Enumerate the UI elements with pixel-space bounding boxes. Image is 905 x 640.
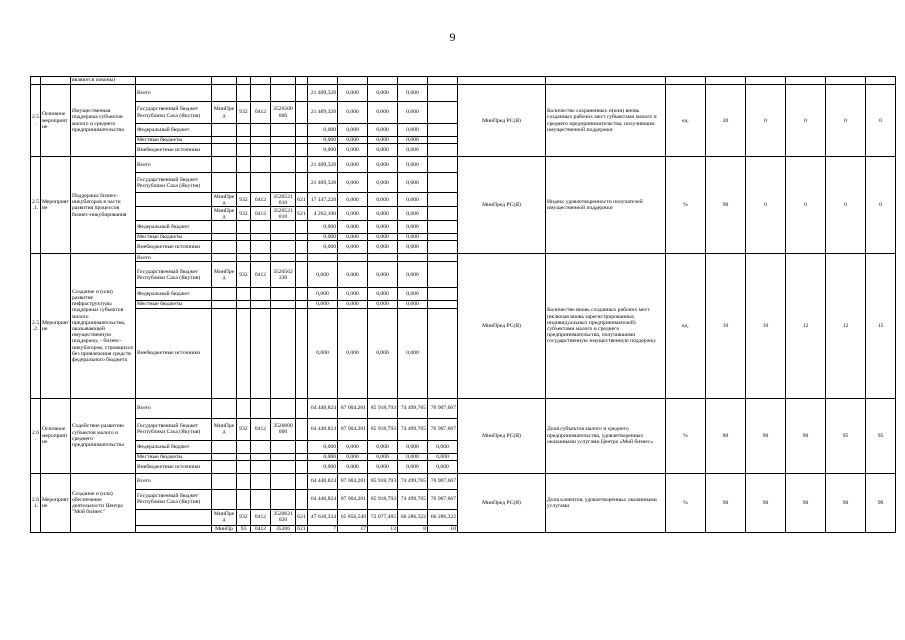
amount-cell: 0,000 — [338, 308, 368, 398]
amount-cell: 0,000 — [338, 124, 368, 137]
table-row — [31, 85, 896, 102]
amount-cell: 0,000 — [368, 137, 398, 144]
amount-cell: 0,000 — [338, 460, 368, 473]
amount-cell: 0,000 — [368, 157, 398, 173]
row-name: Создание и (или) развитие инфраструктуры поддержки субъектов малого предпринимательства, оказывающей имущественную поддержку, - бизнес-инкубаторов, строящихся без привлечения средств федерального бюджета — [71, 254, 136, 398]
amount-cell: 0,000 — [368, 102, 398, 124]
amount-cell: 74 499,765 — [398, 398, 428, 418]
program-table — [30, 76, 896, 533]
table-row — [31, 254, 896, 262]
amount-cell: 21 409,328 — [308, 102, 338, 124]
indicator-value: 90 — [786, 398, 826, 473]
amount-cell: 66 286,322 — [428, 509, 458, 525]
amount-cell: 85 918,793 — [368, 489, 398, 509]
source-cell: Местные бюджеты — [136, 137, 212, 144]
grbs-code: 932 — [237, 262, 251, 288]
expense-code: 621 — [296, 509, 308, 525]
source-cell: Государственный бюджет Республики Саха (Якутия) — [136, 173, 212, 193]
source-cell: Государственный бюджет Республики Саха (Якутия) — [136, 418, 212, 440]
amount-cell: 0,000 — [368, 288, 398, 301]
amount-cell: 74 499,765 — [398, 473, 428, 489]
amount-cell: 0,000 — [308, 241, 338, 254]
amount-cell: 0,000 — [338, 207, 368, 221]
amount-cell: 0,000 — [368, 308, 398, 398]
amount-cell: 0,000 — [338, 234, 368, 241]
amount-cell: 0,000 — [338, 221, 368, 234]
amount-cell: 0,000 — [398, 308, 428, 398]
amount-cell: 0,000 — [338, 102, 368, 124]
amount-cell: 0,000 — [368, 301, 398, 308]
amount-cell: 0,000 — [308, 288, 338, 301]
amount-cell: 65 856,549 — [338, 509, 368, 525]
grbs-code: 93 — [237, 525, 251, 532]
amount-cell: 85 918,793 — [368, 473, 398, 489]
indicator-value: 95 — [826, 398, 866, 473]
source-cell: Государственный бюджет Республики Саха (Якутия) — [136, 102, 212, 124]
amount-cell: 0,000 — [368, 85, 398, 102]
indicator-value: 90 — [746, 398, 786, 473]
amount-cell: 0,000 — [308, 262, 338, 288]
indicator-value: 0 — [746, 85, 786, 157]
executor: МинПред РС(Я) — [458, 398, 546, 473]
admin-code: МинПред — [212, 262, 237, 288]
indicator: Доля субъектов малого и среднего предпринимательства, удовлетворенных оказанными услугами Центра «Мой бизнес» — [546, 398, 666, 473]
grbs-code: 932 — [237, 509, 251, 525]
indicator-value: 95 — [866, 398, 896, 473]
amount-cell: 0,000 — [338, 144, 368, 157]
section-code: 0412 — [251, 193, 271, 207]
source-cell: Местные бюджеты — [136, 453, 212, 460]
amount-cell: 0,000 — [308, 137, 338, 144]
amount-cell: 0,000 — [308, 440, 338, 453]
table-row — [31, 473, 896, 489]
amount-cell: 0,000 — [368, 460, 398, 473]
amount-cell: 0,000 — [308, 234, 338, 241]
executor: МинПред РС(Я) — [458, 473, 546, 532]
source-cell: Внебюджетные источники — [136, 241, 212, 254]
row-name: Поддержка бизнес-инкубаторов в части развития процессов бизнес-инкубирования — [71, 157, 136, 254]
amount-cell: 85 918,793 — [368, 418, 398, 440]
amount-cell: 0,000 — [398, 301, 428, 308]
indicator-value: 0 — [826, 85, 866, 157]
amount-cell: 0,000 — [398, 193, 428, 207]
amount-cell: 64 448,824 — [308, 418, 338, 440]
indicator: Доля клиентов, удовлетворенных оказанными услугами — [546, 473, 666, 532]
expense-code: 621 — [296, 207, 308, 221]
source-cell: Федеральный бюджет — [136, 221, 212, 234]
row-type: Основное мероприятие — [41, 85, 71, 157]
indicator-value: 0 — [746, 157, 786, 254]
indicator-value: 12 — [786, 254, 826, 398]
grbs-code: 932 — [237, 418, 251, 440]
indicator-value: 10 — [706, 254, 746, 398]
amount-cell: 47 618,334 — [308, 509, 338, 525]
source-cell: Местные бюджеты — [136, 234, 212, 241]
amount-cell: 0,000 — [398, 241, 428, 254]
amount-cell: 0,000 — [338, 262, 368, 288]
amount-cell: 0,000 — [398, 460, 428, 473]
source-cell: Всего — [136, 254, 212, 262]
amount-cell: 7 — [308, 525, 338, 532]
source-cell: Федеральный бюджет — [136, 124, 212, 137]
source-cell: Федеральный бюджет — [136, 288, 212, 301]
amount-cell: 87 004,201 — [338, 473, 368, 489]
amount-cell: 64 448,824 — [308, 398, 338, 418]
amount-cell: 0,000 — [398, 440, 428, 453]
source-cell: Государственный бюджет Республики Саха (Якутия) — [136, 489, 212, 509]
admin-code: МинПред — [212, 207, 237, 221]
amount-cell: 0,000 — [398, 262, 428, 288]
amount-cell: 0,000 — [338, 453, 368, 460]
amount-cell: 17 147,228 — [308, 193, 338, 207]
indicator-value: 80 — [706, 398, 746, 473]
amount-cell: 0,000 — [368, 144, 398, 157]
amount-cell: 66 286,322 — [398, 509, 428, 525]
amount-cell: 0,000 — [398, 234, 428, 241]
source-cell: Всего — [136, 85, 212, 102]
admin-code: МинПред — [212, 193, 237, 207]
amount-cell: 0,000 — [368, 234, 398, 241]
amount-cell: 76 907,667 — [428, 473, 458, 489]
amount-cell: 87 004,201 — [338, 418, 368, 440]
amount-cell: 0,000 — [398, 85, 428, 102]
target-code: 3520521010 — [271, 207, 296, 221]
source-cell: Всего — [136, 473, 212, 489]
section-code: 0412 — [251, 525, 271, 532]
amount-cell: 0,000 — [398, 137, 428, 144]
row-name: Имущественная поддержка субъектов малого и среднего предпринимательства — [71, 85, 136, 157]
indicator-value: 10 — [746, 254, 786, 398]
row-type: Мероприятие — [41, 254, 71, 398]
source-cell: Местные бюджеты — [136, 301, 212, 308]
unit: % — [666, 398, 706, 473]
amount-cell: 0,000 — [308, 124, 338, 137]
expense-code: 621 — [297, 525, 306, 532]
row-number: 2.5.1. — [31, 157, 41, 254]
target-code: 3520521010 — [271, 193, 296, 207]
row-name: Содействие развитию субъектов малого и среднего предпринимательства — [71, 398, 136, 473]
section-code: 0412 — [251, 262, 271, 288]
amount-cell: 0,000 — [368, 221, 398, 234]
amount-cell: 0,000 — [368, 173, 398, 193]
amount-cell: 0,000 — [338, 193, 368, 207]
amount-cell: 0,000 — [308, 460, 338, 473]
amount-cell: 0,000 — [368, 207, 398, 221]
source-cell: Внебюджетные источники — [136, 308, 212, 398]
row-type: Мероприятие — [41, 473, 71, 532]
amount-cell: 0,000 — [428, 440, 458, 453]
amount-cell: 0,000 — [398, 453, 428, 460]
amount-cell: 76 907,667 — [428, 489, 458, 509]
admin-code: МинПред — [212, 509, 237, 525]
amount-cell: 0,000 — [428, 453, 458, 460]
section-code: 0412 — [251, 207, 271, 221]
row-name: Создание и (или) обеспечение деятельности Центра "Мой бизнес" — [71, 473, 136, 532]
indicator-value: 0 — [866, 157, 896, 254]
amount-cell: 0,000 — [368, 124, 398, 137]
source-cell: Федеральный бюджет — [136, 440, 212, 453]
amount-cell: 0,000 — [398, 173, 428, 193]
target-code: 3520562330 — [271, 262, 296, 288]
row-number: 2.6. — [31, 398, 41, 473]
amount-cell: 0,000 — [398, 144, 428, 157]
target-code: 3520600000 — [271, 418, 296, 440]
admin-code: МинПр — [212, 525, 237, 532]
amount-cell: 13 — [368, 525, 398, 532]
admin-code: МинПред — [212, 102, 237, 124]
indicator-value: 0 — [866, 85, 896, 157]
indicator-value: 90 — [746, 473, 786, 532]
indicator-value: 90 — [826, 473, 866, 532]
amount-cell: 0,000 — [368, 440, 398, 453]
table-row — [31, 157, 896, 173]
amount-cell: 87 004,201 — [338, 489, 368, 509]
carry-over-row — [31, 77, 896, 85]
row-type: Основное мероприятие — [41, 398, 71, 473]
amount-cell: 0,000 — [368, 193, 398, 207]
section-code: 0412 — [251, 509, 271, 525]
indicator-value: 90 — [706, 473, 746, 532]
target-code: 3520621020 — [271, 509, 296, 525]
amount-cell: 0,000 — [308, 453, 338, 460]
amount-cell: 0,000 — [308, 308, 338, 398]
row-number: 2.5.2. — [31, 254, 41, 398]
amount-cell: 10 — [428, 525, 458, 532]
amount-cell: 0,000 — [338, 288, 368, 301]
amount-cell: 74 499,765 — [398, 418, 428, 440]
amount-cell: 76 907,667 — [428, 418, 458, 440]
unit: % — [666, 157, 706, 254]
row-number: 2.5. — [31, 85, 41, 157]
amount-cell: 0,000 — [338, 173, 368, 193]
executor: МинПред РС(Я) — [458, 157, 546, 254]
amount-cell: 87 004,201 — [338, 398, 368, 418]
indicator-value: 20 — [706, 85, 746, 157]
amount-cell: 64 448,824 — [308, 489, 338, 509]
amount-cell: 0,000 — [338, 440, 368, 453]
target-code: 35206 — [271, 525, 296, 532]
amount-cell: 4 262,100 — [308, 207, 338, 221]
indicator-value: 12 — [826, 254, 866, 398]
amount-cell: 0,000 — [308, 144, 338, 157]
amount-cell: 64 448,824 — [308, 473, 338, 489]
unit: ед. — [666, 254, 706, 398]
unit: % — [666, 473, 706, 532]
indicator-value: 0 — [826, 157, 866, 254]
section-code: 0412 — [251, 102, 271, 124]
amount-cell: 74 499,765 — [398, 489, 428, 509]
admin-code: МинПред — [212, 418, 237, 440]
source-cell: Всего — [136, 398, 212, 418]
amount-cell: 0,000 — [338, 137, 368, 144]
section-code: 0412 — [251, 418, 271, 440]
grbs-code: 932 — [237, 207, 251, 221]
amount-cell: 76 907,667 — [428, 398, 458, 418]
amount-cell: 72 077,485 — [368, 509, 398, 525]
amount-cell: 0,000 — [398, 288, 428, 301]
indicator: Индекс удовлетворенности получателей имущественной поддержки — [546, 157, 666, 254]
amount-cell: 0,000 — [428, 460, 458, 473]
amount-cell: 17 — [338, 525, 368, 532]
row-number: 2.6.1. — [31, 473, 41, 532]
executor: МинПред РС(Я) — [458, 254, 546, 398]
amount-cell: 0,000 — [398, 124, 428, 137]
indicator-value: 90 — [866, 473, 896, 532]
amount-cell: 0,000 — [398, 102, 428, 124]
indicator-value: 90 — [786, 473, 826, 532]
amount-cell: 0,000 — [398, 207, 428, 221]
amount-cell: 85 918,793 — [368, 398, 398, 418]
amount-cell: 21 409,328 — [308, 157, 338, 173]
source-cell: Государственный бюджет Республики Саха (Якутия) — [136, 262, 212, 288]
amount-cell: 0,000 — [308, 221, 338, 234]
amount-cell: 0,000 — [338, 85, 368, 102]
amount-cell: 21 409,328 — [308, 85, 338, 102]
grbs-code: 932 — [237, 102, 251, 124]
amount-cell: 21 409,328 — [308, 173, 338, 193]
indicator: Количество вновь созданных рабочих мест (включая вновь зарегистрированных индивидуальных предпринимателей) субъектами малого и среднего предпринимательства, получившими государственную имущественную поддержку — [546, 254, 666, 398]
source-cell: Внебюджетные источники — [136, 144, 212, 157]
source-cell: Внебюджетные источники — [136, 460, 212, 473]
indicator: Количество сохраненных и(или) вновь созданных рабочих мест субъектами малого и среднего предпринимательства, получившим имущественной поддержки — [546, 85, 666, 157]
unit: ед. — [666, 85, 706, 157]
indicator-value: 90 — [706, 157, 746, 254]
amount-cell: 0,000 — [398, 221, 428, 234]
table-row — [31, 398, 896, 418]
carry-over-text: являются поконы) — [71, 77, 136, 85]
executor: МинПред РС(Я) — [458, 85, 546, 157]
amount-cell: 0,000 — [308, 301, 338, 308]
indicator-value: 0 — [786, 157, 826, 254]
source-cell: Всего — [136, 157, 212, 173]
amount-cell: 0,000 — [368, 453, 398, 460]
amount-cell: 0,000 — [368, 262, 398, 288]
amount-cell: 0,000 — [338, 157, 368, 173]
page-number: 9 — [449, 30, 456, 44]
amount-cell: 8 — [398, 525, 428, 532]
expense-code: 621 — [296, 193, 308, 207]
indicator-value: 15 — [866, 254, 896, 398]
amount-cell: 0,000 — [398, 157, 428, 173]
amount-cell: 0,000 — [338, 301, 368, 308]
amount-cell: 0,000 — [338, 241, 368, 254]
row-type: Мероприятие — [41, 157, 71, 254]
indicator-value: 0 — [786, 85, 826, 157]
grbs-code: 932 — [237, 193, 251, 207]
target-code: 3520500000 — [271, 102, 296, 124]
amount-cell: 0,000 — [368, 241, 398, 254]
